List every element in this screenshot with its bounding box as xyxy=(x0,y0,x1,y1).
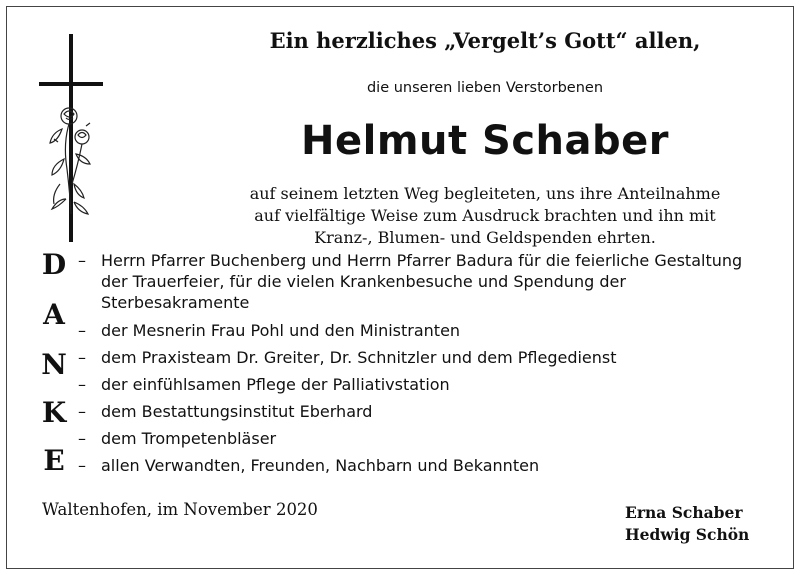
list-dash: – xyxy=(78,456,86,475)
list-dash: – xyxy=(78,402,86,421)
list-item-text: dem Praxisteam Dr. Greiter, Dr. Schnitzler und dem Pflegedienst xyxy=(101,348,617,367)
thanks-line: auf seinem letzten Weg begleiteten, uns ihre Anteilnahme xyxy=(249,184,721,203)
subheading: die unseren lieben Verstorbenen xyxy=(366,80,604,96)
thanks-line: auf vielfältige Weise zum Ausdruck brachten und ihn mit xyxy=(254,206,716,225)
deceased-name: Helmut Schaber xyxy=(301,118,669,164)
cross-with-roses-icon xyxy=(36,34,106,246)
place-date: Waltenhofen, im November 2020 xyxy=(42,500,318,519)
list-item xyxy=(78,250,768,313)
thanks-paragraph xyxy=(200,183,770,249)
danke-letter: D xyxy=(41,248,67,281)
list-item-text: der einfühlsamen Pflege der Palliativstation xyxy=(101,375,450,394)
list-item xyxy=(78,320,768,341)
list-item xyxy=(78,428,768,449)
danke-letter: A xyxy=(43,298,65,331)
heading: Ein herzliches „Vergelt’s Gott“ allen, xyxy=(269,28,701,53)
signatories xyxy=(625,502,749,546)
list-item-text: dem Trompetenbläser xyxy=(101,429,277,448)
list-dash: – xyxy=(78,429,86,448)
list-item xyxy=(78,401,768,422)
signatory-name: Hedwig Schön xyxy=(625,525,750,544)
list-item-text: dem Bestattungsinstitut Eberhard xyxy=(101,402,373,421)
danke-letter: N xyxy=(41,348,67,381)
danke-letter: E xyxy=(43,444,65,477)
signatory-name: Erna Schaber xyxy=(625,503,743,522)
thanks-line: Kranz-, Blumen- und Geldspenden ehrten. xyxy=(314,228,656,247)
list-dash: – xyxy=(78,251,86,270)
list-item xyxy=(78,374,768,395)
list-item xyxy=(78,347,768,368)
danke-letter: K xyxy=(41,396,67,429)
list-dash: – xyxy=(78,348,86,367)
list-dash: – xyxy=(78,375,86,394)
list-item-text: Herrn Pfarrer Buchenberg und Herrn Pfarrer Badura für die feierliche Gestaltung der Trauerfeier, für die vielen Krankenbesuche und Spendung der Sterbesakramente xyxy=(101,251,743,312)
list-item xyxy=(78,455,768,476)
list-dash: – xyxy=(78,321,86,340)
list-item-text: der Mesnerin Frau Pohl und den Ministranten xyxy=(101,321,461,340)
list-item-text: allen Verwandten, Freunden, Nachbarn und Bekannten xyxy=(101,456,540,475)
